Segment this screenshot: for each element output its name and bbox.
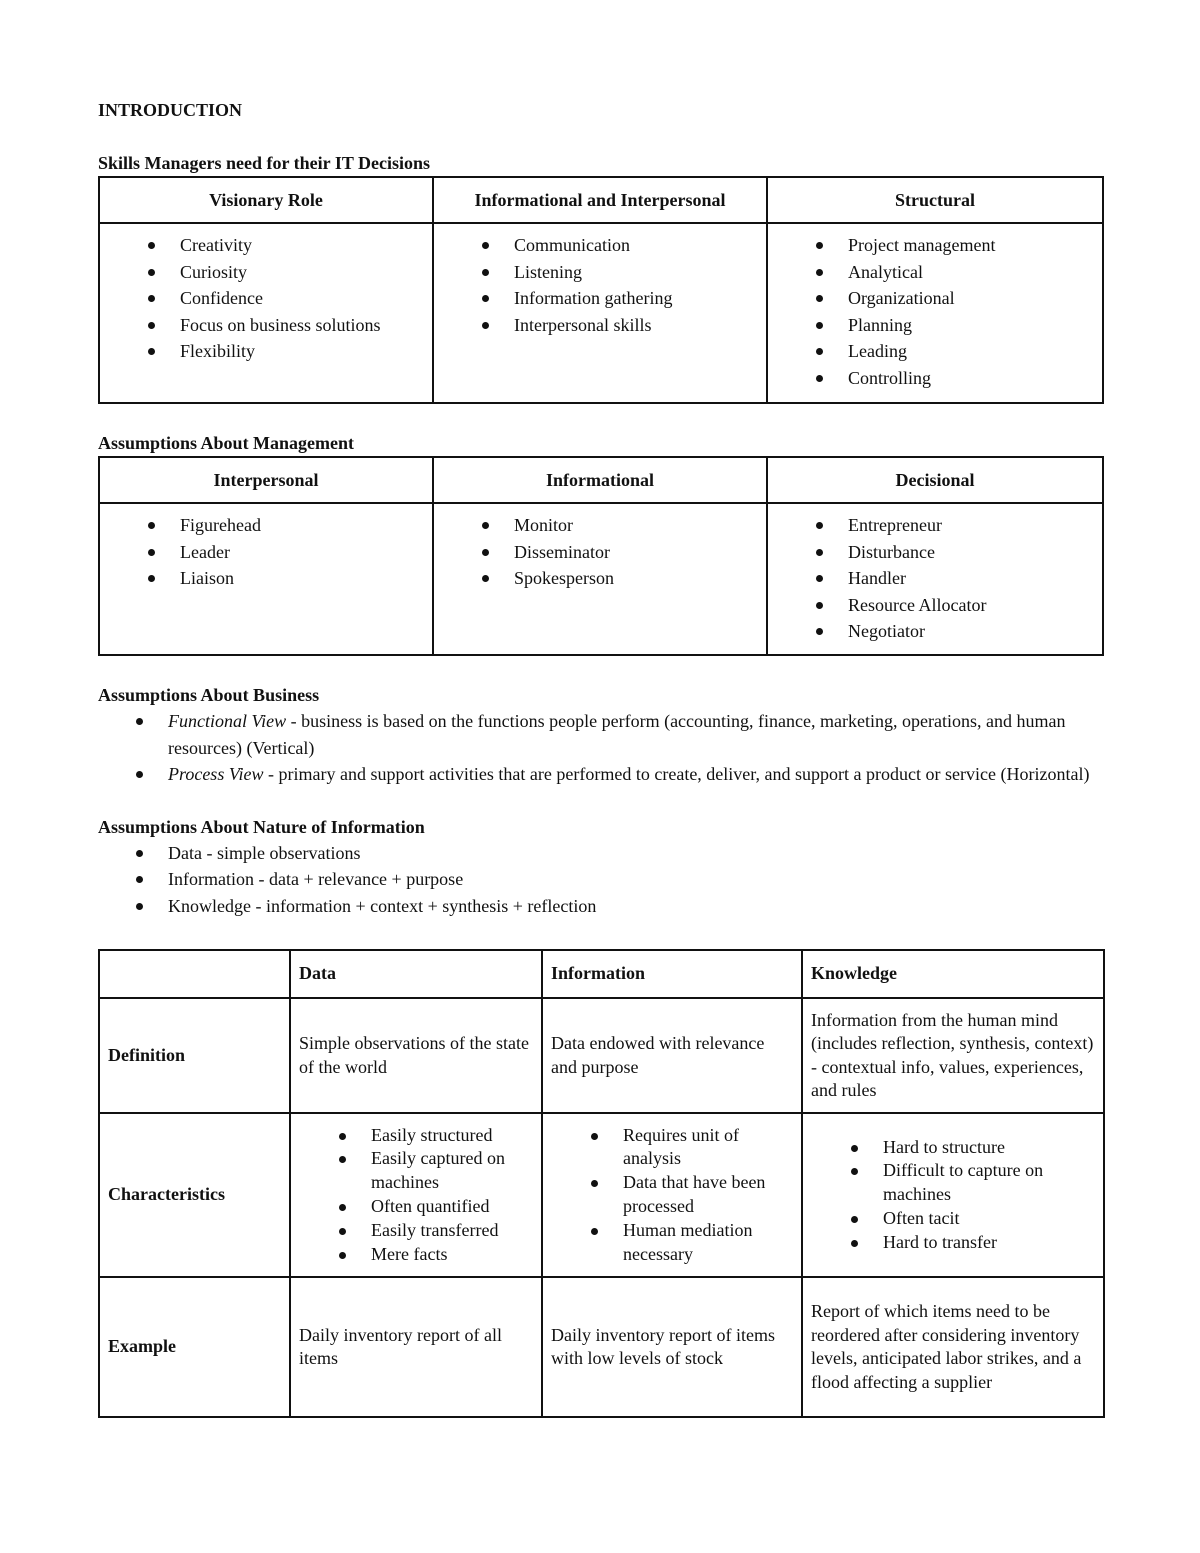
information-heading: Assumptions About Nature of Information: [98, 816, 425, 837]
list-item: Handler: [812, 565, 1102, 592]
example-information: Daily inventory report of items with low levels of stock: [542, 1277, 802, 1417]
list-item: Entrepreneur: [812, 512, 1102, 539]
list-item: Project management: [812, 232, 1102, 259]
skills-header-structural: Structural: [767, 177, 1103, 223]
list-item: Organizational: [812, 285, 1102, 312]
row-label-example: Example: [99, 1277, 290, 1417]
skills-header-visionary: Visionary Role: [99, 177, 433, 223]
comparison-table: [98, 949, 1105, 1418]
list-item: Planning: [812, 312, 1102, 339]
business-term: Process View: [168, 764, 264, 784]
list-item: Disseminator: [478, 539, 766, 566]
skills-table: [98, 176, 1104, 404]
list-item: Easily structured: [335, 1124, 541, 1148]
list-item: Analytical: [812, 259, 1102, 286]
list-item: Leader: [144, 539, 432, 566]
list-item: Data that have been processed: [587, 1171, 801, 1219]
management-table: [98, 456, 1104, 656]
list-item: Spokesperson: [478, 565, 766, 592]
list-item: Requires unit of analysis: [587, 1124, 801, 1172]
skills-heading: Skills Managers need for their IT Decisions: [98, 153, 431, 173]
list-item: Information gathering: [478, 285, 766, 312]
management-cell-decisional: [767, 503, 1103, 655]
list-item: Often quantified: [335, 1195, 541, 1219]
management-header-informational: Informational: [433, 457, 767, 503]
list-item: Leading: [812, 338, 1102, 365]
comparison-header-information: Information: [542, 950, 802, 998]
row-label-characteristics: Characteristics: [99, 1113, 290, 1277]
list-item: Communication: [478, 232, 766, 259]
comparison-header-data: Data: [290, 950, 542, 998]
list-item: [132, 761, 1103, 788]
list-item: Easily transferred: [335, 1219, 541, 1243]
characteristics-information: [542, 1113, 802, 1277]
comparison-corner-cell: [99, 950, 290, 998]
skills-header-informational: Informational and Interpersonal: [433, 177, 767, 223]
characteristics-data: [290, 1113, 542, 1277]
row-label-definition: Definition: [99, 998, 290, 1113]
definition-knowledge: Information from the human mind (includes reflection, synthesis, context) - contextual info, values, experiences, and rules: [802, 998, 1104, 1113]
list-item: Controlling: [812, 365, 1102, 392]
list-item: Confidence: [144, 285, 432, 312]
skills-cell-structural: [767, 223, 1103, 403]
document-page: [98, 96, 1103, 1418]
list-item: Mere facts: [335, 1243, 541, 1267]
list-item: Hard to transfer: [847, 1231, 1103, 1255]
list-item: Figurehead: [144, 512, 432, 539]
skills-cell-informational: [433, 223, 767, 403]
example-knowledge: Report of which items need to be reordered after considering inventory levels, anticipated labor strikes, and a flood affecting a supplier: [802, 1277, 1104, 1417]
skills-cell-visionary: [99, 223, 433, 403]
business-description: - business is based on the functions people perform (accounting, finance, marketing, operations, and human resources) (Vertical): [168, 711, 1066, 758]
list-item: Liaison: [144, 565, 432, 592]
list-item: Resource Allocator: [812, 592, 1102, 619]
list-item: Curiosity: [144, 259, 432, 286]
list-item: Difficult to capture on machines: [847, 1159, 1103, 1207]
list-item: Human mediation necessary: [587, 1219, 801, 1267]
business-term: Functional View: [168, 711, 287, 731]
example-data: Daily inventory report of all items: [290, 1277, 542, 1417]
list-item: Hard to structure: [847, 1136, 1103, 1160]
business-description: - primary and support activities that are performed to create, deliver, and support a product or service (Horizontal): [263, 764, 1090, 784]
list-item: Focus on business solutions: [144, 312, 432, 339]
list-item: Easily captured on machines: [335, 1147, 541, 1195]
comparison-header-knowledge: Knowledge: [802, 950, 1104, 998]
list-item: Monitor: [478, 512, 766, 539]
list-item: Interpersonal skills: [478, 312, 766, 339]
list-item: Flexibility: [144, 338, 432, 365]
list-item: Knowledge - information + context + synthesis + reflection: [132, 893, 1103, 920]
management-heading: Assumptions About Management: [98, 433, 355, 453]
business-heading: Assumptions About Business: [98, 685, 320, 705]
information-list: [98, 840, 1103, 920]
list-item: Negotiator: [812, 618, 1102, 645]
list-item: Information - data + relevance + purpose: [132, 866, 1103, 893]
list-item: Creativity: [144, 232, 432, 259]
list-item: Often tacit: [847, 1207, 1103, 1231]
business-list: [98, 708, 1103, 788]
list-item: Data - simple observations: [132, 840, 1103, 867]
list-item: Listening: [478, 259, 766, 286]
definition-data: Simple observations of the state of the world: [290, 998, 542, 1113]
management-cell-interpersonal: [99, 503, 433, 655]
management-cell-informational: [433, 503, 767, 655]
management-header-decisional: Decisional: [767, 457, 1103, 503]
management-header-interpersonal: Interpersonal: [99, 457, 433, 503]
definition-information: Data endowed with relevance and purpose: [542, 998, 802, 1113]
characteristics-knowledge: [802, 1113, 1104, 1277]
document-title: INTRODUCTION: [98, 100, 243, 120]
list-item: [132, 708, 1103, 761]
list-item: Disturbance: [812, 539, 1102, 566]
